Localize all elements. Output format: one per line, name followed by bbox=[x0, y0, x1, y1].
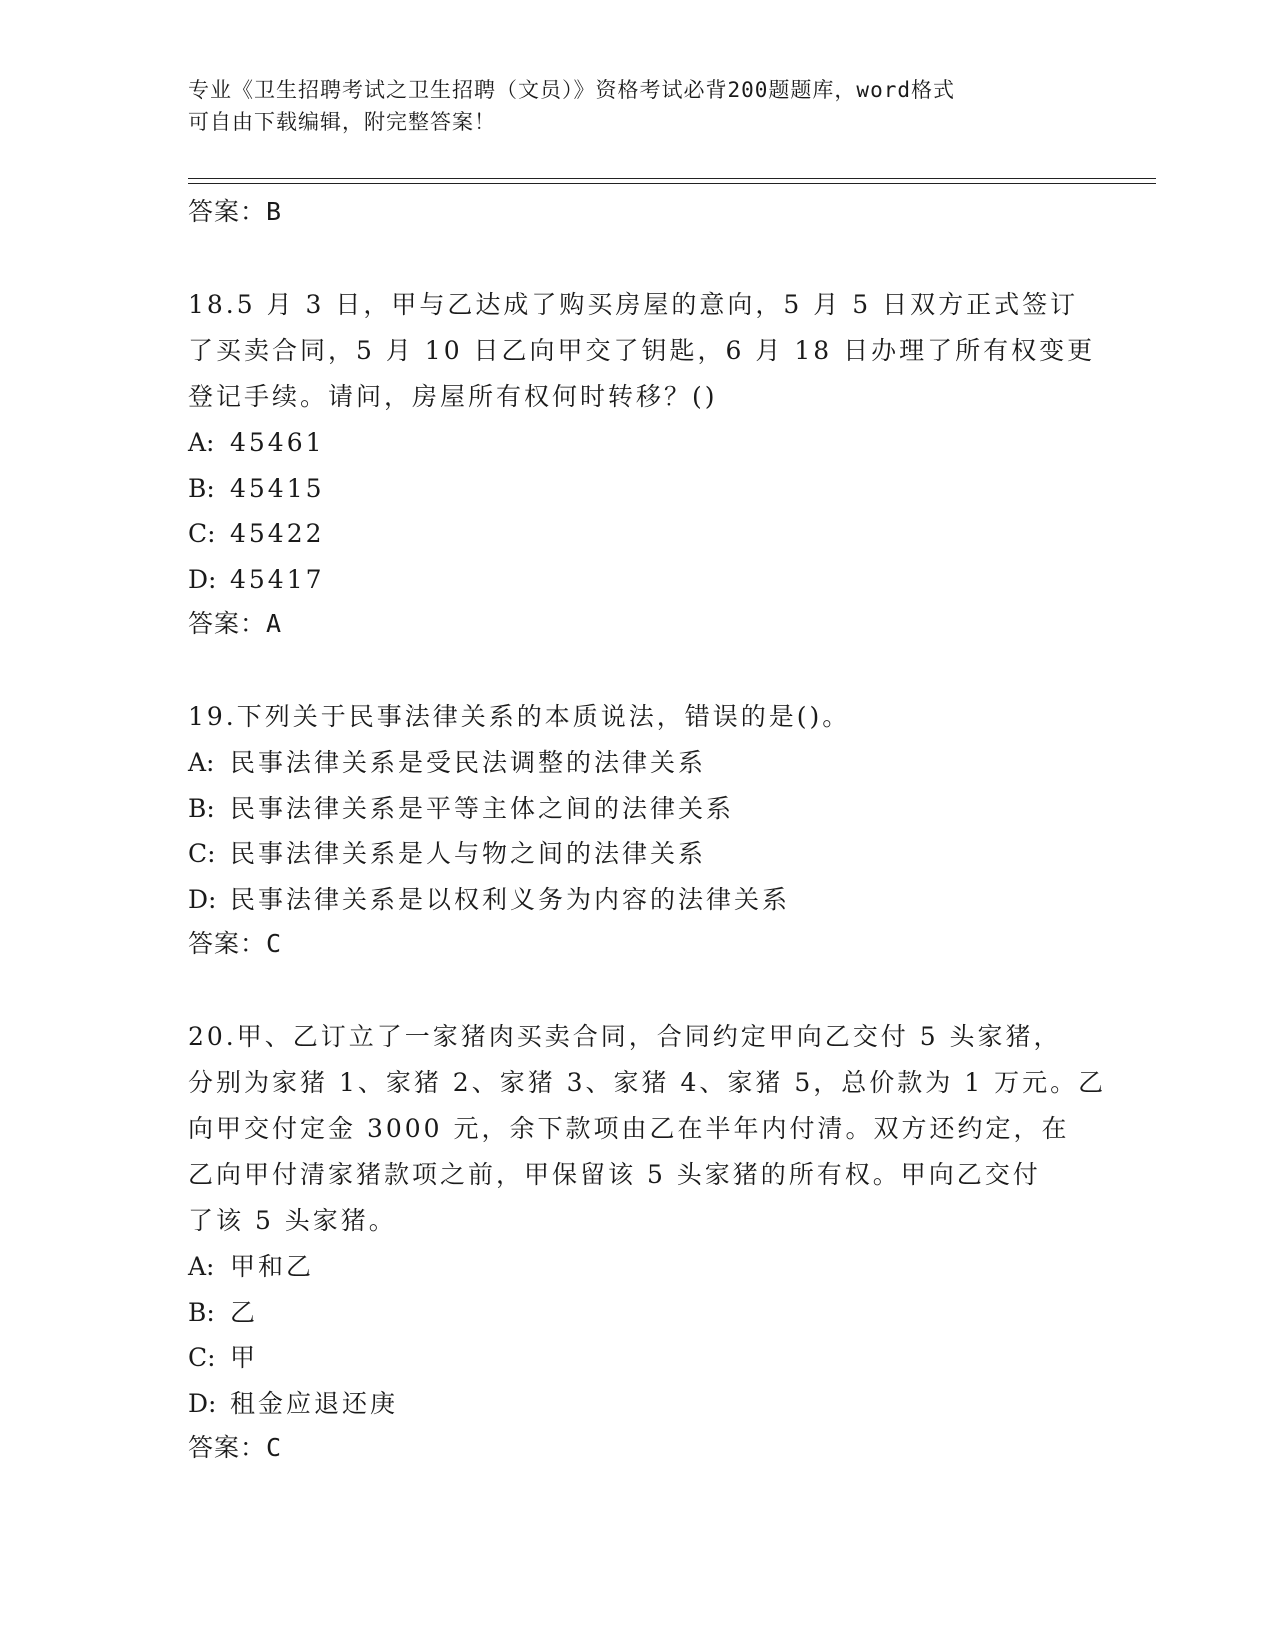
option-label: D: bbox=[188, 564, 217, 594]
answer-18: 答案：A bbox=[188, 609, 283, 638]
option-text: 45415 bbox=[230, 473, 325, 503]
option-text: 民事法律关系是以权利义务为内容的法律关系 bbox=[230, 884, 791, 914]
option-label: C: bbox=[188, 1343, 216, 1372]
option-text: 45422 bbox=[230, 519, 325, 548]
option-text: 民事法律关系是受民法调整的法律关系 bbox=[230, 748, 707, 777]
option-label: A: bbox=[188, 428, 215, 457]
option-label: B: bbox=[188, 473, 215, 503]
option-c bbox=[188, 511, 1088, 557]
question-list bbox=[188, 190, 1107, 1470]
header-line-1: 专业《卫生招聘考试之卫生招聘（文员）》资格考试必背200题题库，word格式 bbox=[188, 78, 955, 102]
option-c bbox=[188, 1335, 1088, 1381]
question-text-line: 乙向甲付清家猪款项之前，甲保留该 5 头家猪的所有权。甲向乙交付 bbox=[188, 1160, 1041, 1189]
question-text-line: 分别为家猪 1、家猪 2、家猪 3、家猪 4、家猪 5，总价款为 1 万元。乙 bbox=[188, 1068, 1107, 1097]
question-text-line: 19.下列关于民事法律关系的本质说法，错误的是()。 bbox=[188, 702, 851, 731]
option-d bbox=[188, 877, 1088, 923]
question-text-line: 了该 5 头家猪。 bbox=[188, 1206, 397, 1235]
option-text: 民事法律关系是人与物之间的法律关系 bbox=[230, 839, 707, 868]
question-text-line: 20.甲、乙订立了一家猪肉买卖合同，合同约定甲向乙交付 5 头家猪， bbox=[188, 1022, 1062, 1051]
answer-20: 答案：C bbox=[188, 1433, 283, 1462]
option-b bbox=[188, 786, 1088, 832]
question-text-line: 了买卖合同，5 月 10 日乙向甲交了钥匙，6 月 18 日办理了所有权变更 bbox=[188, 336, 1096, 365]
answer-19: 答案：C bbox=[188, 929, 283, 958]
option-text: 45417 bbox=[230, 564, 325, 594]
option-label: B: bbox=[188, 793, 215, 823]
previous-answer: 答案：B bbox=[188, 197, 283, 226]
option-label: D: bbox=[188, 1388, 217, 1418]
option-text: 民事法律关系是平等主体之间的法律关系 bbox=[230, 793, 735, 823]
option-a bbox=[188, 1244, 1088, 1290]
option-label: A: bbox=[188, 1252, 215, 1281]
option-a bbox=[188, 740, 1088, 786]
option-c bbox=[188, 831, 1088, 877]
header-rule-bottom bbox=[188, 183, 1156, 184]
question-18 bbox=[188, 282, 1096, 646]
option-a bbox=[188, 420, 1088, 466]
option-text: 甲和乙 bbox=[230, 1252, 315, 1281]
option-b bbox=[188, 466, 1088, 512]
option-d bbox=[188, 557, 1088, 603]
header-rule-top bbox=[188, 178, 1156, 179]
option-label: C: bbox=[188, 519, 216, 548]
header-line-2: 可自由下载编辑，附完整答案！ bbox=[188, 110, 496, 134]
option-label: B: bbox=[188, 1297, 215, 1327]
option-text: 乙 bbox=[230, 1297, 259, 1327]
option-label: D: bbox=[188, 884, 217, 914]
option-b bbox=[188, 1290, 1088, 1336]
question-text-line: 登记手续。请问，房屋所有权何时转移？() bbox=[188, 382, 718, 411]
question-20 bbox=[188, 1014, 1107, 1470]
option-d bbox=[188, 1381, 1088, 1427]
option-text: 甲 bbox=[230, 1343, 259, 1372]
document-header bbox=[188, 74, 1068, 138]
option-label: A: bbox=[188, 748, 215, 777]
option-label: C: bbox=[188, 839, 216, 868]
question-text-line: 18.5 月 3 日，甲与乙达成了购买房屋的意向，5 月 5 日双方正式签订 bbox=[188, 290, 1079, 319]
question-text-line: 向甲交付定金 3000 元，余下款项由乙在半年内付清。双方还约定，在 bbox=[188, 1114, 1070, 1143]
option-text: 45461 bbox=[230, 428, 325, 457]
question-19 bbox=[188, 694, 1088, 966]
option-text: 租金应退还庚 bbox=[230, 1388, 399, 1418]
